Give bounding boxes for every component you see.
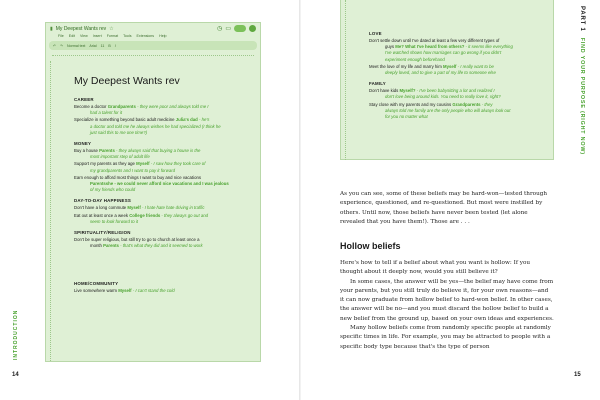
entry-note: a doctor and told me he always wishes he had specialized (I think he [90, 123, 221, 129]
entry-text: Specialize in something beyond basic adult medicine [74, 117, 175, 123]
entry-note: - I saw how they took care of [149, 161, 206, 167]
entry-note: experiment enough beforehand [385, 56, 445, 62]
entry-note: - it seems like everything [464, 44, 513, 50]
menu-tools[interactable]: Tools [123, 34, 132, 38]
entry-source: Julia's dad [175, 117, 198, 123]
entry-note: seem to look forward to it [90, 218, 139, 224]
menu-file[interactable]: File [58, 34, 64, 38]
paragraph: Many hollow beliefs come from randomly specific people at randomly specific times in life. For example, you may be attracted to people with a specific body type because that's the type of person [340, 325, 551, 350]
side-label-left [13, 300, 21, 360]
entry-text: Support my parents as they age [74, 161, 135, 167]
list-item [74, 104, 254, 116]
entry-text: Don't have kids [369, 88, 399, 94]
book-gutter [299, 0, 301, 400]
menu-help[interactable]: Help [159, 34, 167, 38]
menu-insert[interactable]: Insert [92, 34, 102, 38]
style-select[interactable]: Normal text [67, 43, 86, 48]
entry-text: Don't settle down until I've dated at least a few very different types of [369, 38, 500, 43]
doc-header-actions [217, 25, 256, 32]
list-item [74, 237, 254, 249]
list-item [74, 148, 254, 160]
entry-text: Don't have a long commute [74, 205, 127, 211]
list-item [74, 288, 254, 294]
page-number-right: 15 [574, 372, 581, 378]
category-title: MONEY [74, 141, 92, 147]
star-icon[interactable]: ☆ [109, 25, 114, 32]
category-title: FAMILY [369, 81, 386, 87]
list-item [369, 64, 549, 76]
doc-screenshot [45, 22, 261, 362]
menu-format[interactable]: Format [106, 34, 119, 38]
entry-text: month [90, 243, 102, 249]
entry-text: Stay close with my parents and my cousins [369, 101, 452, 107]
paragraph: As you can see, some of these beliefs may be hard-won—tested through experience, questioned, and re-questioned. But most were instilled by others. Until now, those beliefs have never been tested (let alone revealed that you have them!). Those are . . . [340, 191, 548, 225]
list-item [369, 88, 549, 100]
section-label: INTRODUCTION [13, 309, 19, 360]
entry-source: Parents [103, 243, 119, 249]
page-break-gap [74, 250, 254, 276]
font-select[interactable]: Arial [89, 43, 97, 48]
list-item [74, 175, 254, 194]
entry-note: had a talent for it [90, 110, 123, 116]
entry-source: Myself [136, 161, 150, 167]
entry-note: - they always said that buying a house is the [114, 148, 201, 154]
entry-note: - I can't stand the cold [131, 288, 175, 294]
entry-text: Earn enough to afford most things I want to buy and nice vacations [74, 174, 201, 180]
entry-note: I've watched shows how marriages can go wrong if you didn't [385, 50, 502, 56]
entry-source: Myself [127, 205, 141, 211]
entry-text: Don't be super religious, but still try to go to church at least once a [74, 237, 200, 243]
comment-icon[interactable]: ▭ [225, 26, 231, 32]
entry-note: most important step of adult life [90, 154, 150, 160]
part-title: FIND YOUR PURPOSE (RIGHT NOW) [579, 37, 585, 155]
entry-source: Grandparents [452, 101, 481, 107]
entry-note: - that's what they did and it seemed to work [118, 243, 203, 249]
list-item [74, 161, 254, 173]
entry-source: Myself [118, 288, 132, 294]
entry-source: Myself [443, 63, 457, 69]
share-button[interactable] [234, 25, 246, 32]
entry-source: Parentsshe - we could never afford nice vacations and I was jealous [90, 181, 229, 187]
entry-note: - they were poor and always told me I [135, 104, 209, 109]
doc-toolbar [49, 41, 257, 50]
entry-note: of my friends who could [90, 187, 136, 193]
redo-icon[interactable]: ↷ [60, 43, 64, 48]
doc-screenshot-continued [340, 0, 554, 160]
body-paragraph [340, 190, 554, 227]
list-item [369, 38, 549, 63]
entry-note: just said this to me one time?) [90, 129, 148, 135]
ruler-left [48, 61, 51, 361]
bold-icon[interactable]: B [108, 43, 111, 48]
undo-icon[interactable]: ↶ [53, 43, 57, 48]
entry-source: Me? What I've heard from others? [395, 44, 465, 50]
list-item [369, 102, 549, 121]
entry-text: Eat out at least once a week [74, 212, 128, 218]
category-title: HOME/COMMUNITY [74, 281, 119, 287]
history-icon[interactable]: ◷ [217, 26, 223, 32]
part-label: PART 1 [579, 6, 585, 32]
ruler-top [52, 51, 254, 56]
entry-note: - I really want to be [456, 63, 494, 69]
entry-note: deeply loved, and to give a part of my life to someone else [385, 70, 496, 76]
entry-text: Buy a house [74, 148, 98, 154]
entry-source: Parents [99, 148, 115, 154]
menu-view[interactable]: View [80, 34, 88, 38]
entry-text: Meet the love of my life and marry him [369, 63, 442, 69]
entry-text: Live somewhere warm [74, 288, 117, 294]
paragraph: In some cases, the answer will be yes—the belief may have come from your parents, but you still truly do believe it, for your own reasons—and it can now graduate from hollow belief to hard-won belief. In other cases, the answer will be no—and you must discard the hollow belief to build a new belief from the ground up, based on your own ideas and experiences. [340, 278, 554, 322]
entry-note: my grandparents and I want to pay it forward [90, 167, 176, 173]
body-paragraphs [340, 259, 554, 352]
entry-note: don't love being around kids. You need to really love it, right? [385, 94, 501, 100]
doc-heading: My Deepest Wants rev [74, 75, 180, 87]
paragraph: Here's how to tell if a belief about what you want is hollow: If you thought about it deeply now, would you still believe it? [340, 260, 531, 276]
section-heading: Hollow beliefs [340, 241, 401, 251]
side-label-right [575, 6, 585, 155]
category-title: DAY-TO-DAY HAPPINESS [74, 198, 131, 204]
entry-note: - they [480, 101, 493, 107]
list-item [74, 205, 254, 211]
entry-note: for you no matter what [385, 114, 428, 120]
entry-text: guys [385, 44, 395, 50]
doc-menu-bar [46, 34, 260, 41]
entry-note: - he's [197, 117, 210, 123]
ruler-left [343, 0, 346, 160]
entry-source: College friends [129, 212, 161, 218]
entry-note: always told me family are the only people who will always look out [385, 107, 511, 113]
category-title: SPIRITUALITY/RELIGION [74, 230, 131, 236]
doc-body [369, 26, 549, 121]
category-title: CAREER [74, 97, 94, 102]
category-title: LOVE [369, 31, 382, 36]
entry-source: Myself? [399, 88, 416, 94]
running-head [579, 6, 585, 155]
doc-window-title: My Deepest Wants rev [55, 25, 107, 32]
menu-edit[interactable]: Edit [68, 34, 75, 38]
font-size-select[interactable]: 11 [100, 43, 105, 48]
doc-body [74, 75, 254, 296]
list-item [74, 213, 254, 225]
page-number-left: 14 [12, 372, 19, 378]
entry-note: - I've been babysitting a lot and realized I [415, 88, 495, 94]
entry-text: Become a doctor [74, 104, 107, 109]
entry-note: - they always go out and [160, 212, 209, 218]
docs-logo-icon: ▮ [50, 25, 53, 32]
list-item [74, 117, 254, 136]
avatar[interactable] [249, 25, 256, 32]
entry-source: Grandparents [107, 104, 136, 109]
italic-icon[interactable]: I [114, 43, 116, 48]
entry-note: - I hate hate hate driving in traffic [140, 205, 205, 211]
menu-extensions[interactable]: Extensions [136, 34, 155, 38]
